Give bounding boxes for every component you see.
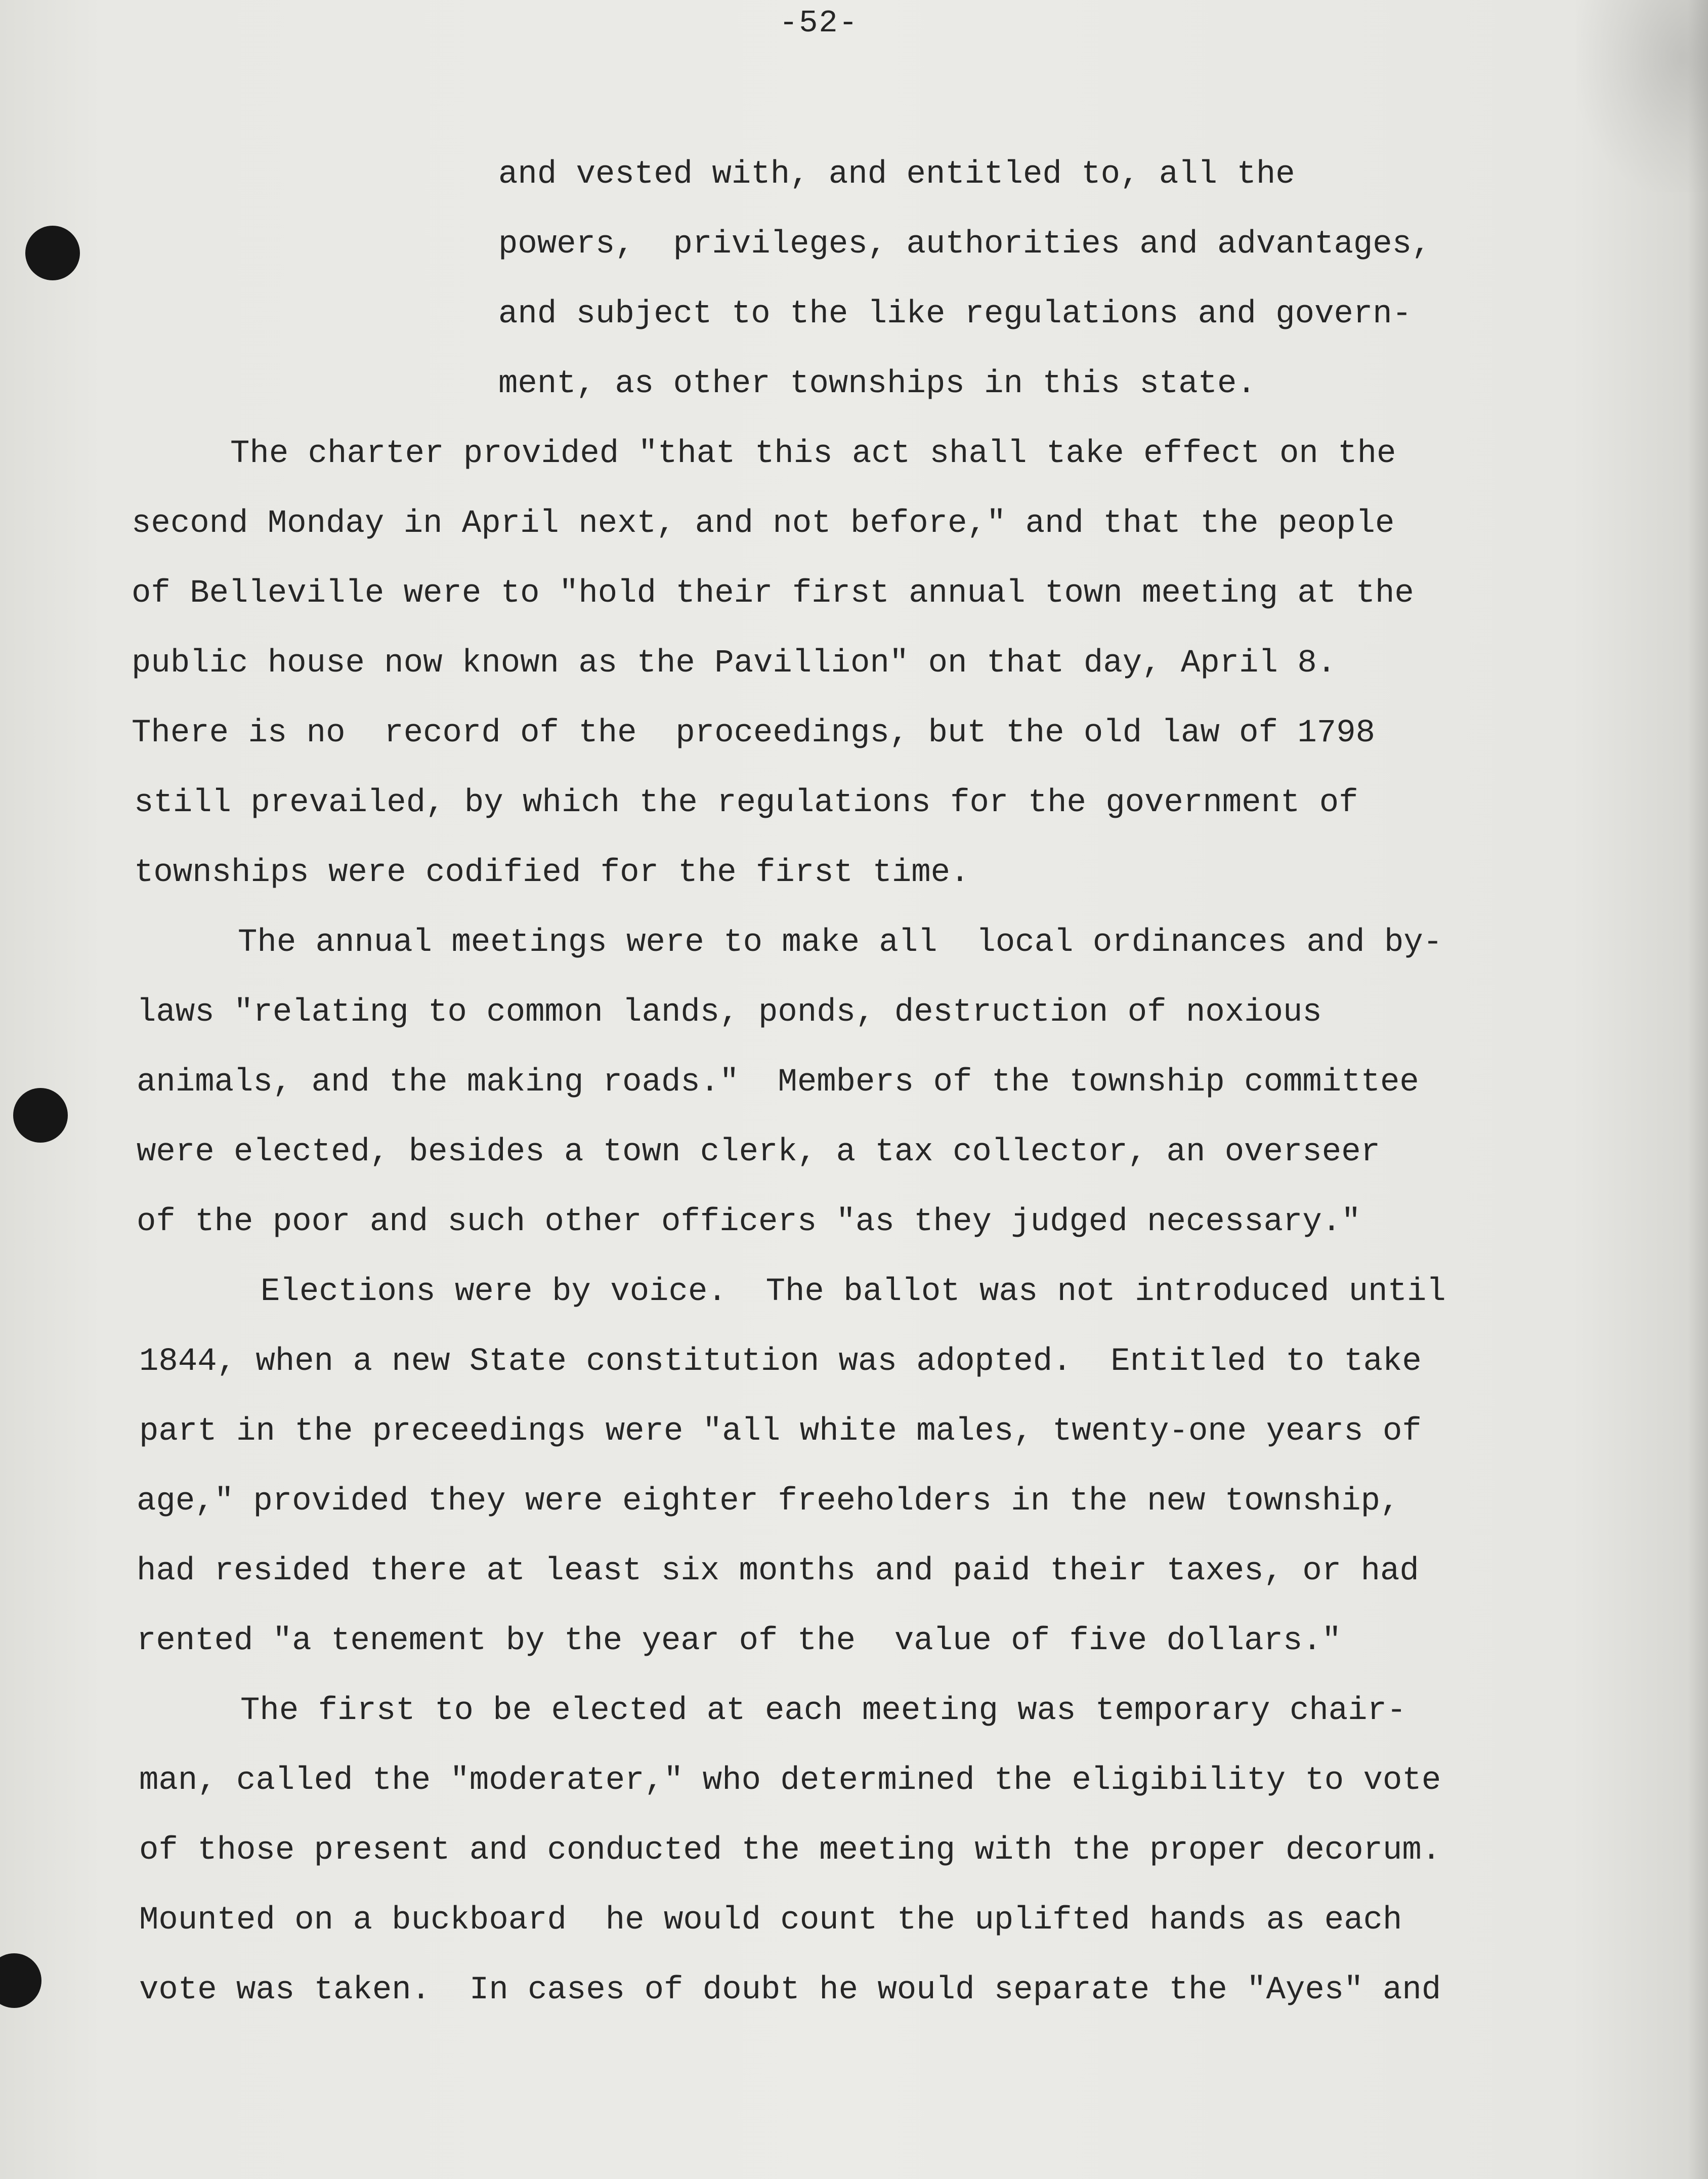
text-line: of the poor and such other officers "as they judged necessary." <box>137 1204 1361 1240</box>
text-line: The charter provided "that this act shall take effect on the <box>230 436 1396 472</box>
text-line: The first to be elected at each meeting was temporary chair- <box>240 1693 1406 1729</box>
text-line: of Belleville were to "hold their first annual town meeting at the <box>132 575 1414 612</box>
text-line: had resided there at least six months and paid their taxes, or had <box>137 1553 1419 1589</box>
text-line: man, called the "moderater," who determined the eligibility to vote <box>139 1763 1441 1799</box>
text-line: Mounted on a buckboard he would count the uplifted hands as each <box>139 1902 1402 1939</box>
punch-hole-middle <box>13 1088 68 1143</box>
text-line: still prevailed, by which the regulations for the government of <box>134 785 1358 821</box>
text-line: of those present and conducted the meeting with the proper decorum. <box>139 1832 1441 1869</box>
text-line: part in the preceedings were "all white males, twenty-one years of <box>139 1413 1422 1450</box>
text-line: townships were codified for the first time. <box>134 855 970 891</box>
text-line: were elected, besides a town clerk, a tax collector, an overseer <box>137 1134 1380 1170</box>
text-line: second Monday in April next, and not before," and that the people <box>132 506 1395 542</box>
text-line: laws "relating to common lands, ponds, destruction of noxious <box>137 994 1322 1031</box>
corner-smudge <box>1576 0 1708 192</box>
text-line: public house now known as the Pavillion" on that day, April 8. <box>132 645 1337 682</box>
text-line: 1844, when a new State constitution was adopted. Entitled to take <box>139 1344 1422 1380</box>
text-line: vote was taken. In cases of doubt he would separate the "Ayes" and <box>139 1972 1441 2008</box>
text-line: rented "a tenement by the year of the value of five dollars." <box>137 1623 1342 1659</box>
text-line: and subject to the like regulations and govern- <box>498 296 1412 332</box>
page-number: -52- <box>779 5 859 41</box>
text-line: animals, and the making roads." Members of the township committee <box>137 1064 1419 1101</box>
text-line: age," provided they were eighter freeholders in the new township, <box>137 1483 1400 1520</box>
text-line: and vested with, and entitled to, all the <box>498 156 1295 193</box>
text-line: ment, as other townships in this state. <box>498 366 1256 402</box>
text-line: The annual meetings were to make all local ordinances and by- <box>238 925 1443 961</box>
text-line: powers, privileges, authorities and advantages, <box>498 226 1431 263</box>
punch-hole-top <box>25 226 80 280</box>
punch-hole-bottom <box>0 1953 41 2008</box>
page-edge-shadow <box>1688 0 1708 2179</box>
text-line: There is no record of the proceedings, but the old law of 1798 <box>132 715 1375 751</box>
text-line: Elections were by voice. The ballot was not introduced until <box>261 1274 1446 1310</box>
